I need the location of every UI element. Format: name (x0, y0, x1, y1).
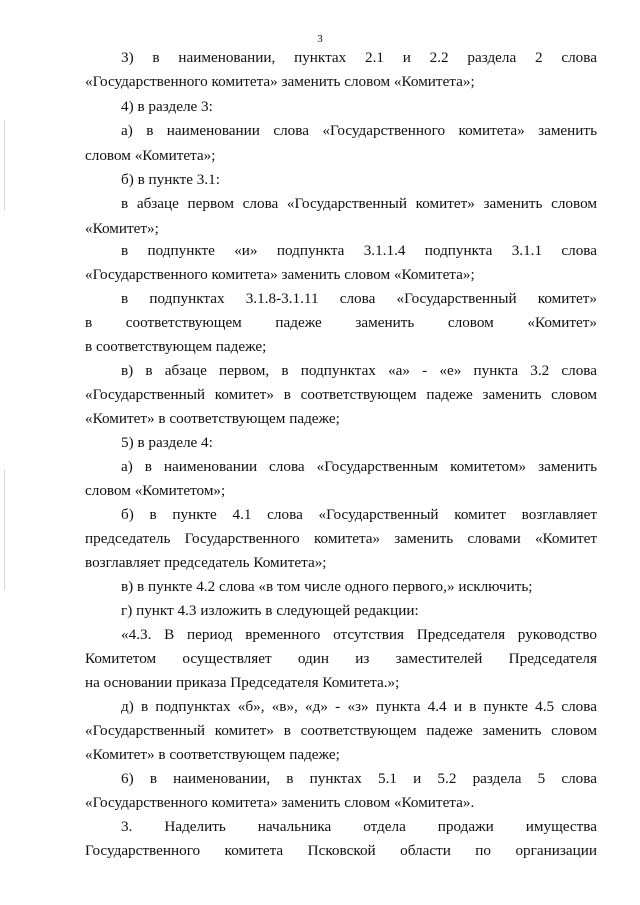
text-line: в подпунктах 3.1.8-3.1.11 слова «Государственный комитет» (121, 290, 597, 307)
text-line: «Комитет» в соответствующем падеже; (85, 410, 340, 427)
text-line: на основании приказа Председателя Комитета.»; (85, 674, 400, 691)
text-line: «Комитет»; (85, 220, 159, 237)
text-line: «Государственного комитета» заменить словом «Комитета»; (85, 73, 475, 90)
text-line: а) в наименовании слова «Государственного комитета» заменить (121, 122, 597, 139)
text-line: 6) в наименовании, в пунктах 5.1 и 5.2 раздела 5 слова (121, 770, 597, 787)
text-line: д) в подпунктах «б», «в», «д» - «з» пункта 4.4 и в пункте 4.5 слова (121, 698, 597, 715)
text-line: 3. Наделить начальника отдела продажи имущества (121, 818, 597, 835)
text-line: Государственного комитета Псковской области по организации (85, 842, 597, 859)
text-line: г) пункт 4.3 изложить в следующей редакции: (121, 602, 419, 619)
text-line: «Государственного комитета» заменить словом «Комитета»; (85, 266, 475, 283)
text-line: 3) в наименовании, пунктах 2.1 и 2.2 раздела 2 слова (121, 49, 597, 66)
text-line: «Государственный комитет» в соответствующем падеже заменить словом (85, 722, 597, 739)
text-line: в) в абзаце первом, в подпунктах «а» - «е» пункта 3.2 слова (121, 362, 597, 379)
scan-edge-mark (4, 120, 5, 210)
text-line: «4.3. В период временного отсутствия Председателя руководство (121, 626, 597, 643)
text-line: в) в пункте 4.2 слова «в том числе одного первого,» исключить; (121, 578, 533, 595)
text-line: Комитетом осуществляет один из заместителей Председателя (85, 650, 597, 667)
text-line: «Государственного комитета» заменить словом «Комитета». (85, 794, 475, 811)
text-line: в абзаце первом слова «Государственный комитет» заменить словом (121, 195, 597, 212)
text-line: в соответствующем падеже заменить словом «Комитет» (85, 314, 597, 331)
text-line: «Комитет» в соответствующем падеже; (85, 746, 340, 763)
text-line: в подпункте «и» подпункта 3.1.1.4 подпункта 3.1.1 слова (121, 242, 597, 259)
text-line: б) в пункте 4.1 слова «Государственный комитет возглавляет (121, 506, 597, 523)
text-line: возглавляет председатель Комитета»; (85, 554, 327, 571)
page-number: 3 (317, 33, 323, 45)
text-line: словом «Комитета»; (85, 147, 216, 164)
text-line: словом «Комитетом»; (85, 482, 226, 499)
text-line: в соответствующем падеже; (85, 338, 267, 355)
scan-edge-mark (4, 470, 5, 590)
text-line: 5) в разделе 4: (121, 434, 213, 451)
text-line: председатель Государственного комитета» заменить словами «Комитет (85, 530, 597, 547)
text-line: «Государственный комитет» в соответствующем падеже заменить словом (85, 386, 597, 403)
text-line: а) в наименовании слова «Государственным комитетом» заменить (121, 458, 597, 475)
text-line: 4) в разделе 3: (121, 98, 213, 115)
text-line: б) в пункте 3.1: (121, 171, 220, 188)
